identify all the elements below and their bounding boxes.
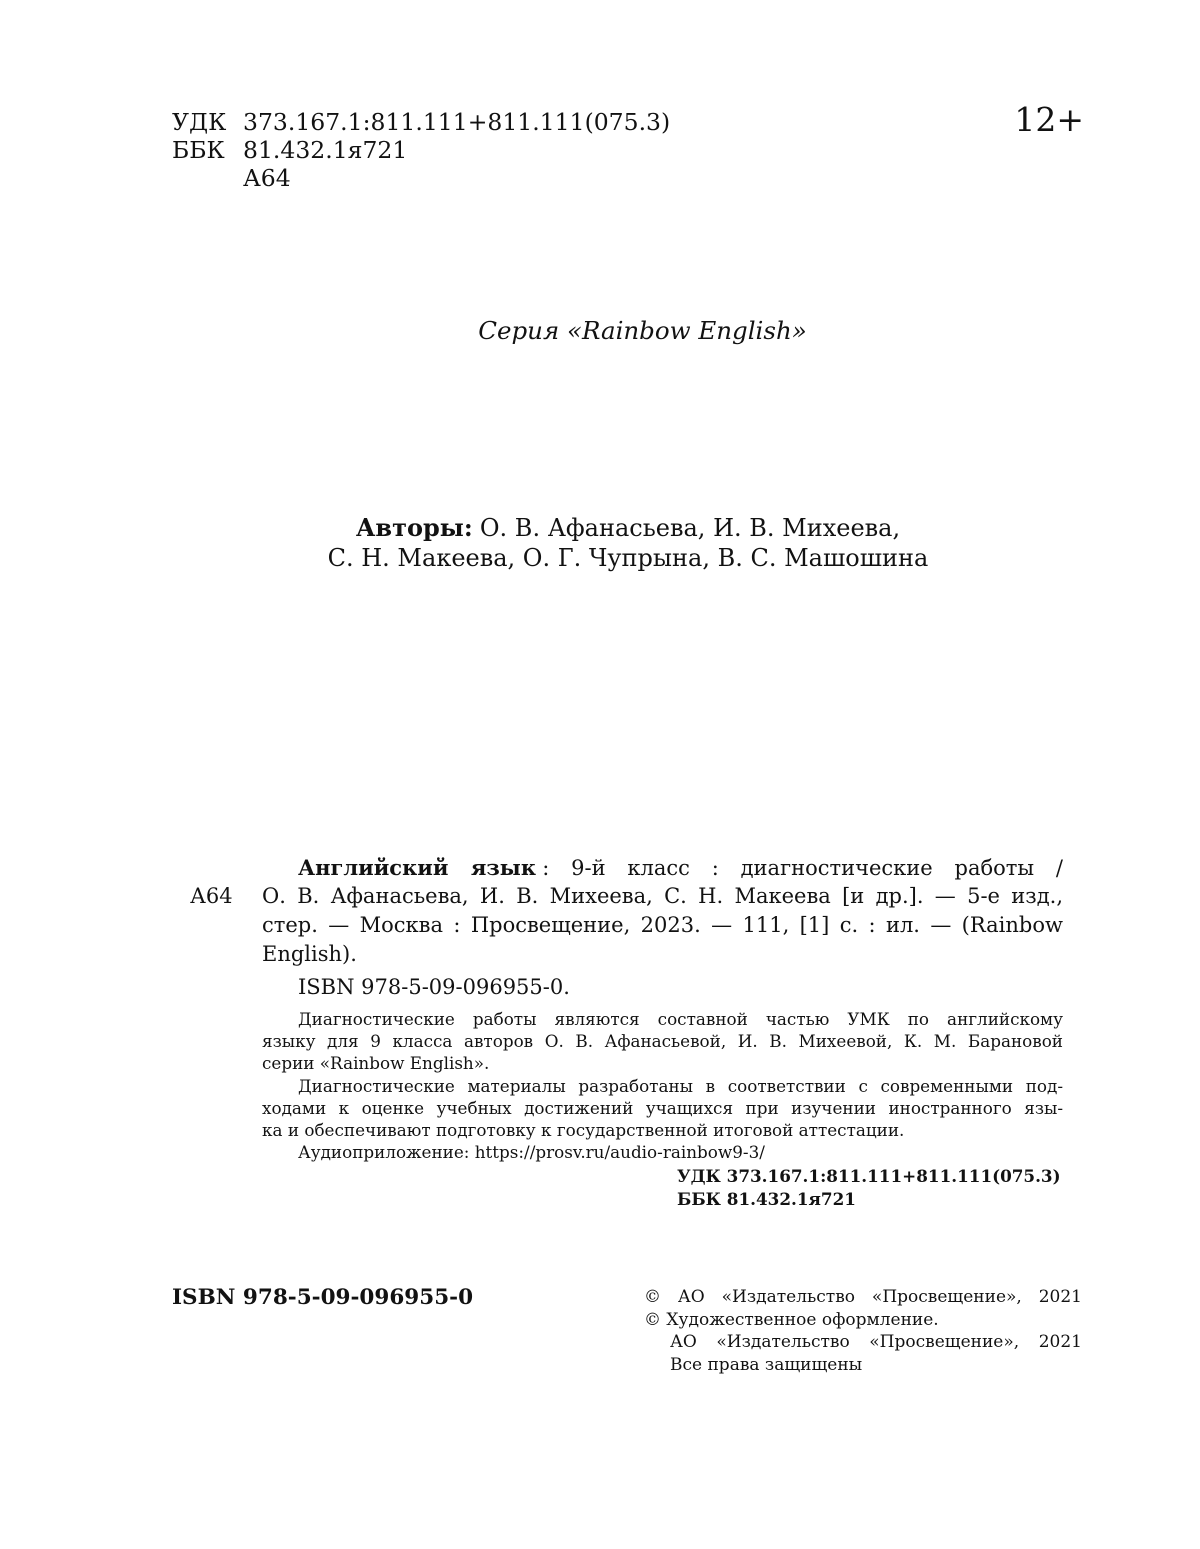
age-rating-badge: 12+	[1014, 100, 1084, 139]
bib-isbn: ISBN 978-5-09-096955-0.	[298, 975, 570, 999]
authors-line-2: С. Н. Макеева, О. Г. Чупрына, В. С. Машошина	[327, 544, 929, 572]
bib-line: стер. — Москва : Просвещение, 2023. — 111, [1] с. : ил. — (Rainbow	[262, 913, 1063, 937]
bbk-label: ББК	[172, 136, 225, 164]
copyright-line: © АО «Издательство «Просвещение», 2021	[644, 1287, 1082, 1307]
authors-names: О. В. Афанасьева, И. В. Михеева,	[479, 514, 901, 542]
bib-title: Английский язык	[298, 855, 536, 880]
bib-author-mark: А64	[190, 884, 233, 908]
series-title: Серия «Rainbow English»	[478, 316, 807, 345]
annotation-audio-link: Аудиоприложение: https://prosv.ru/audio-rainbow9-3/	[298, 1142, 765, 1162]
annotation-udk: УДК 373.167.1:811.111+811.111(075.3)	[677, 1166, 1061, 1186]
copyright-line: © Художественное оформление.	[644, 1310, 939, 1330]
copyright-line: АО «Издательство «Просвещение», 2021	[670, 1332, 1082, 1352]
isbn: ISBN 978-5-09-096955-0	[172, 1285, 474, 1310]
annotation-line: Диагностические материалы разработаны в соответствии с современными под-	[298, 1076, 1063, 1096]
bib-line: О. В. Афанасьева, И. В. Михеева, С. Н. Макеева [и др.]. — 5-е изд.,	[262, 884, 1063, 908]
authors-line-1	[300, 513, 956, 543]
annotation-line: языку для 9 класса авторов О. В. Афанасьевой, И. В. Михеевой, К. М. Барановой	[262, 1031, 1063, 1051]
authors-label: Авторы:	[355, 513, 473, 542]
annotation-line: ка и обеспечивают подготовку к государственной итоговой аттестации.	[262, 1120, 905, 1140]
author-mark: А64	[243, 164, 291, 192]
udk-code: 373.167.1:811.111+811.111(075.3)	[243, 108, 671, 136]
bib-title-line	[298, 853, 1063, 883]
annotation-line: Диагностические работы являются составной частью УМК по английскому	[298, 1009, 1063, 1029]
annotation-line: серии «Rainbow English».	[262, 1053, 490, 1073]
copyright-line: Все права защищены	[670, 1355, 863, 1375]
bbk-code: 81.432.1я721	[243, 136, 408, 164]
udk-label: УДК	[172, 108, 227, 136]
bib-title-rest: : 9-й класс : диагностические работы /	[542, 856, 1063, 880]
annotation-bbk: ББК 81.432.1я721	[677, 1189, 856, 1209]
bib-line: English).	[262, 942, 357, 966]
annotation-line: ходами к оценке учебных достижений учащихся при изучении иностранного язы-	[262, 1098, 1063, 1118]
